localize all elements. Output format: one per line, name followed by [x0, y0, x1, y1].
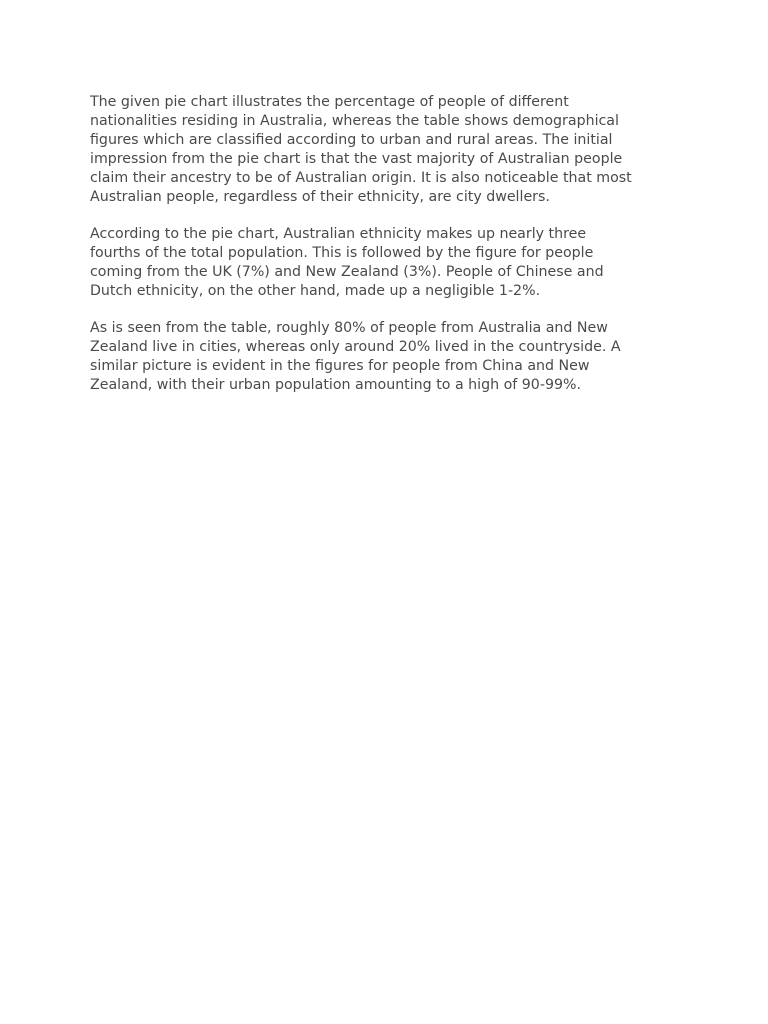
paragraph-2: According to the pie chart, Australian ethnicity makes up nearly three fourths of the total population. This is followed by the figure for people coming from the UK (7%) and New Zealand (3%). People of Chinese and Dutch ethnicity, on the other hand, made up a negligible 1-2%. [90, 226, 604, 299]
paragraph-1: The given pie chart illustrates the percentage of people of different nationalities residing in Australia, whereas the table shows demographical figures which are classified according to urban and rural areas. The initial impression from the pie chart is that the vast majority of Australian people claim their ancestry to be of Australian origin. It is also noticeable that most Australian people, regardless of their ethnicity, are city dwellers. [90, 94, 632, 205]
document-body [90, 93, 690, 413]
paragraph-3: As is seen from the table, roughly 80% of people from Australia and New Zealand live in cities, whereas only around 20% lived in the countryside. A similar picture is evident in the figures for people from China and New Zealand, with their urban population amounting to a high of 90-99%. [90, 320, 621, 393]
